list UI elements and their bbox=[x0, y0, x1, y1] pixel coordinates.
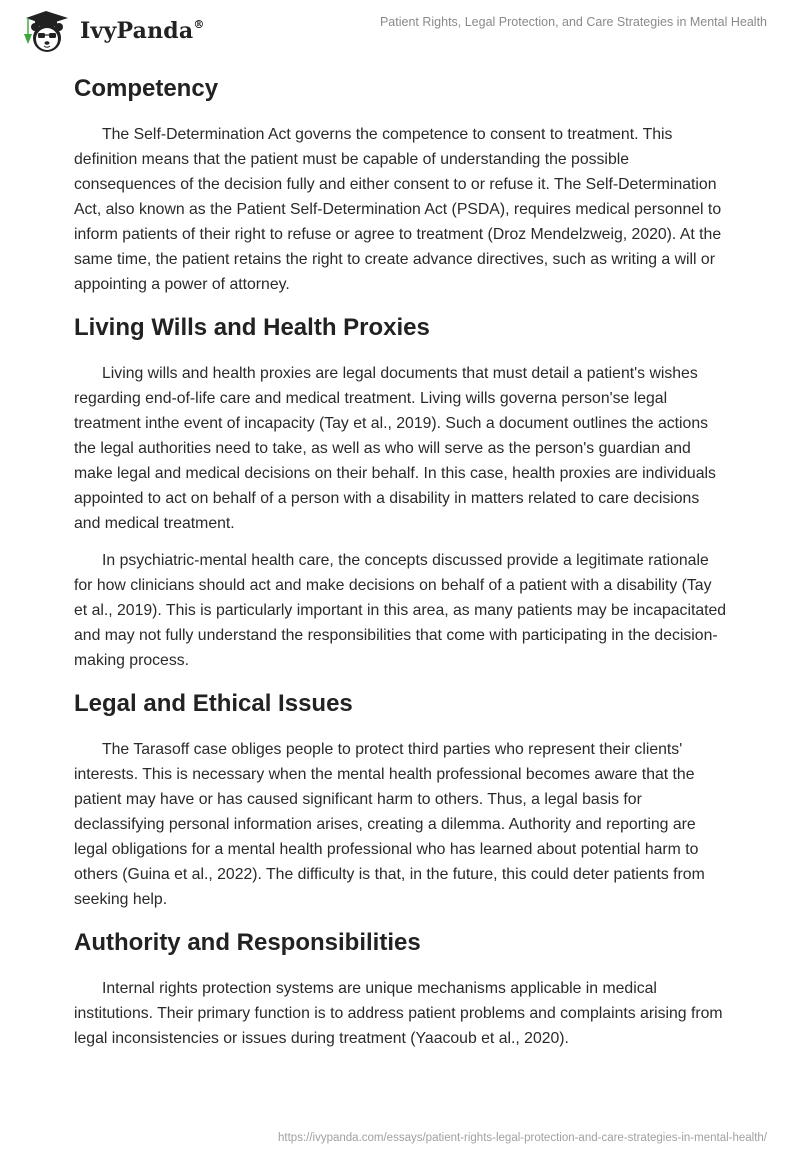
section-competency bbox=[74, 70, 729, 297]
section-heading: Legal and Ethical Issues bbox=[74, 690, 353, 717]
brand-name: IvyPanda® bbox=[80, 18, 205, 44]
section-heading: Competency bbox=[74, 75, 219, 102]
paragraph: Internal rights protection systems are unique mechanisms applicable in medical institutions. Their primary function is to address patient problems and complaints arising from legal inconsistencies or issues during treatment (Yaacoub et al., 2020). bbox=[74, 980, 723, 1047]
section-heading: Living Wills and Health Proxies bbox=[74, 314, 430, 341]
paragraph: In psychiatric-mental health care, the concepts discussed provide a legitimate rationale for how clinicians should act and make decisions on behalf of a patient with a disability (Tay et al., 2019). This is particularly important in this area, as many patients may be incapacitated and may not fully understand the responsibilities that come with participating in the decision-making process. bbox=[74, 552, 727, 669]
paragraph: The Tarasoff case obliges people to protect third parties who represent their clients' interests. This is necessary when the mental health professional becomes aware that the patient may have or has caused significant harm to others. Thus, a legal basis for declassifying personal information arises, creating a dilemma. Authority and reporting are legal obligations for a mental health professional who has learned about potential harm to others (Guina et al., 2022). The difficulty is that, in the future, this could deter patients from seeking help. bbox=[74, 741, 705, 908]
section-authority bbox=[74, 924, 729, 1051]
ivypanda-logo[interactable] bbox=[18, 8, 205, 54]
paragraph: The Self-Determination Act governs the competence to consent to treatment. This definition means that the patient must be capable of understanding the possible consequences of the decision fully and either consent to or refuse it. The Self-Determination Act, also known as the Patient Self-Determination Act (PSDA), requires medical personnel to inform patients of their right to refuse or agree to treatment (Droz Mendelzweig, 2020). At the same time, the patient retains the right to create advance directives, such as writing a will or appointing a power of attorney. bbox=[74, 126, 722, 293]
paragraph: Living wills and health proxies are legal documents that must detail a patient's wishes regarding end-of-life care and medical treatment. Living wills governa person'se legal treatment inthe event of incapacity (Tay et al., 2019). Such a document outlines the actions the legal authorities need to take, as well as who will serve as the person's guardian and make legal and medical decisions on their behalf. In this case, health proxies are individuals appointed to act on behalf of a person with a disability in matters related to care decisions and medical treatment. bbox=[74, 365, 716, 532]
section-legal-ethical bbox=[74, 685, 729, 912]
section-living-wills bbox=[74, 309, 729, 673]
document-title: Patient Rights, Legal Protection, and Care Strategies in Mental Health bbox=[379, 15, 767, 29]
section-heading: Authority and Responsibilities bbox=[74, 929, 421, 956]
registered-mark: ® bbox=[193, 18, 205, 31]
source-url[interactable]: https://ivypanda.com/essays/patient-rights-legal-protection-and-care-strategies-in-mental-health/ bbox=[278, 1132, 767, 1144]
page-header bbox=[0, 0, 800, 60]
panda-graduate-icon bbox=[18, 8, 74, 54]
essay-content bbox=[74, 70, 729, 1063]
